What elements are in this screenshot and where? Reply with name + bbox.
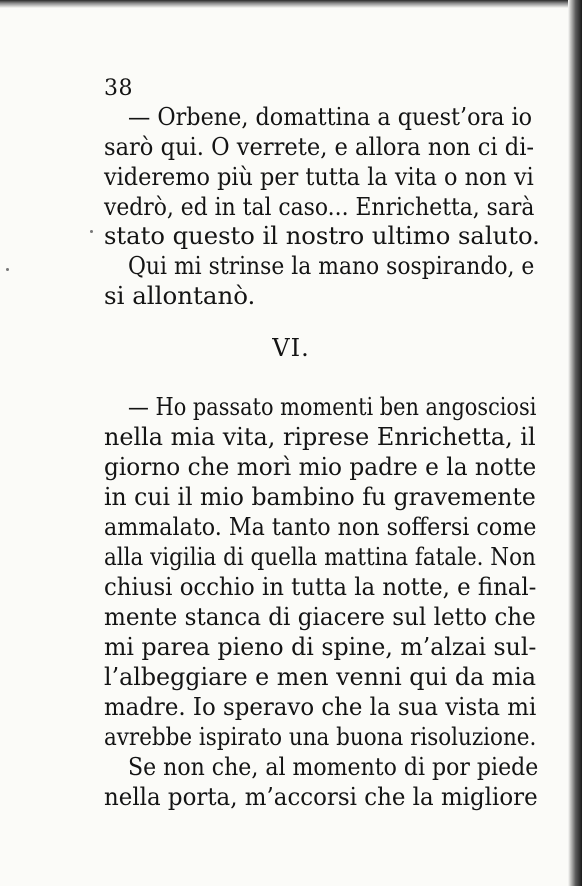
text-line: si allontanò. <box>104 281 256 310</box>
paper-speck <box>90 230 93 233</box>
text-line: ammalato. Ma tanto non soffersi come <box>104 512 537 541</box>
text-line: Se non che, al momento di por piede <box>128 752 539 781</box>
text-line: sarò qui. O verrete, e allora non ci di- <box>104 132 535 161</box>
section-heading: VI. <box>272 334 310 362</box>
text-line: nella mia vita, riprese Enrichetta, il <box>104 422 536 451</box>
paper-speck <box>6 268 9 271</box>
text-line: mente stanca di giacere sul letto che <box>104 602 536 631</box>
text-line: chiusi occhio in tutta la notte, e final- <box>104 572 537 601</box>
page-number: 38 <box>104 76 133 101</box>
text-line: in cui il mio bambino fu gravemente <box>104 482 536 511</box>
text-line: videremo più per tutta la vita o non vi <box>104 162 534 191</box>
text-line: mi parea pieno di spine, m’alzai sul- <box>104 632 537 661</box>
text-line: Qui mi strinse la mano sospirando, e <box>128 251 535 280</box>
page-top-edge <box>0 0 582 8</box>
text-line: giorno che morì mio padre e la notte <box>104 452 537 481</box>
text-line: vedrò, ed in tal caso... Enrichetta, sarà <box>104 192 535 221</box>
text-line: madre. Io speravo che la sua vista mi <box>104 692 537 721</box>
text-line: l’albeggiare e men venni qui da mia <box>104 662 537 691</box>
text-line: — Ho passato momenti ben angosciosi <box>128 392 537 421</box>
text-line: alla vigilia di quella mattina fatale. Non <box>104 542 536 571</box>
page-binding-edge <box>568 0 582 886</box>
text-line: nella porta, m’accorsi che la migliore <box>104 782 538 811</box>
text-line: stato questo il nostro ultimo saluto. <box>104 221 540 250</box>
text-line: — Orbene, domattina a quest’ora io <box>128 102 533 131</box>
text-line: avrebbe ispirato una buona risoluzione. <box>104 722 537 751</box>
